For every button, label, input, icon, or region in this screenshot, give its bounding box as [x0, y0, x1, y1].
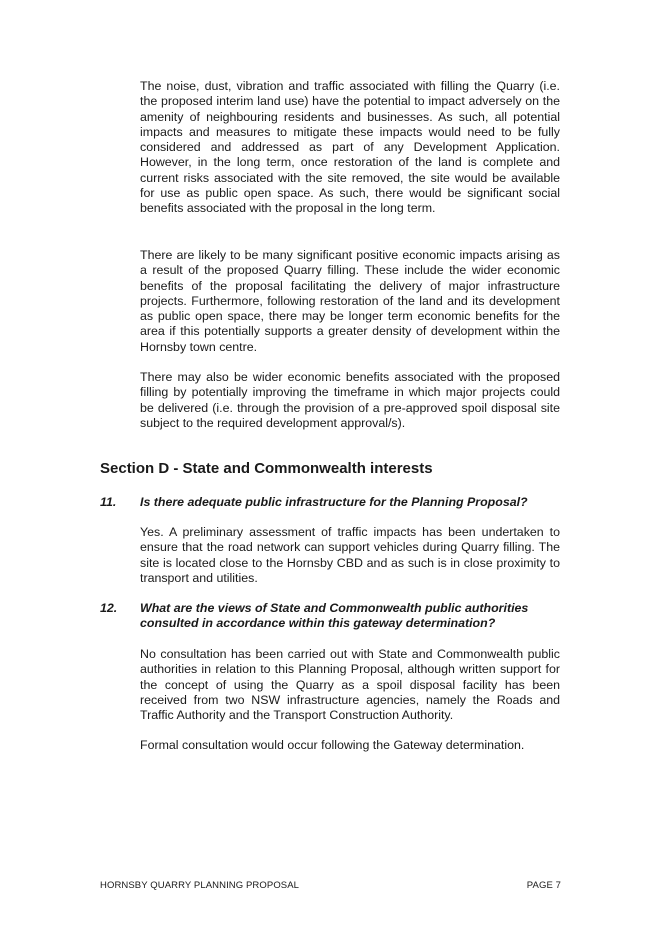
- footer-page-number: PAGE 7: [526, 880, 561, 891]
- footer-document-title: HORNSBY QUARRY PLANNING PROPOSAL: [100, 880, 300, 891]
- section-d-heading: Section D - State and Commonwealth interests: [100, 460, 433, 477]
- question-11-answer: Yes. A preliminary assessment of traffic impacts has been undertaken to ensure that the road network can support vehicles during Quarry filling. The site is located close to the Hornsby CBD and as such is in close proximity to transport and utilities.: [140, 525, 560, 585]
- question-11-number: 11.: [100, 495, 117, 509]
- question-12-answer-paragraph-2: Formal consultation would occur following the Gateway determination.: [140, 738, 525, 752]
- body-paragraph-social-impacts: The noise, dust, vibration and traffic associated with filling the Quarry (i.e. the proposed interim land use) have the potential to impact adversely on the amenity of neighbouring residents and businesses. As such, all potential impacts and measures to mitigate these impacts would need to be fully considered and addressed as part of any Development Application. However, in the long term, once restoration of the land is complete and current risks associated with the site removed, the site would be available for use as public open space. As such, there would be significant social benefits associated with the proposal in the long term.: [140, 79, 560, 216]
- question-12-text: What are the views of State and Commonwealth public authorities consulted in accordance within this gateway determination?: [140, 601, 529, 631]
- question-11-text: Is there adequate public infrastructure for the Planning Proposal?: [140, 495, 528, 509]
- question-12-number: 12.: [100, 601, 118, 615]
- body-paragraph-wider-benefits: There may also be wider economic benefits associated with the proposed filling by potentially improving the timeframe in which major projects could be delivered (i.e. through the provision of a pre-approved spoil disposal site subject to the required development approval/s).: [140, 370, 560, 430]
- question-12-answer-paragraph-1: No consultation has been carried out with State and Commonwealth public authorities in relation to this Planning Proposal, although written support for the concept of using the Quarry as a spoil disposal facility has been received from two NSW infrastructure agencies, namely the Roads and Traffic Authority and the Transport Construction Authority.: [140, 647, 560, 723]
- body-paragraph-economic-impacts: There are likely to be many significant positive economic impacts arising as a result of the proposed Quarry filling. These include the wider economic benefits of the proposal facilitating the delivery of major infrastructure projects. Furthermore, following restoration of the land and its development as public open space, there may be longer term economic benefits for the area if this potentially supports a greater density of development within the Hornsby town centre.: [140, 248, 560, 354]
